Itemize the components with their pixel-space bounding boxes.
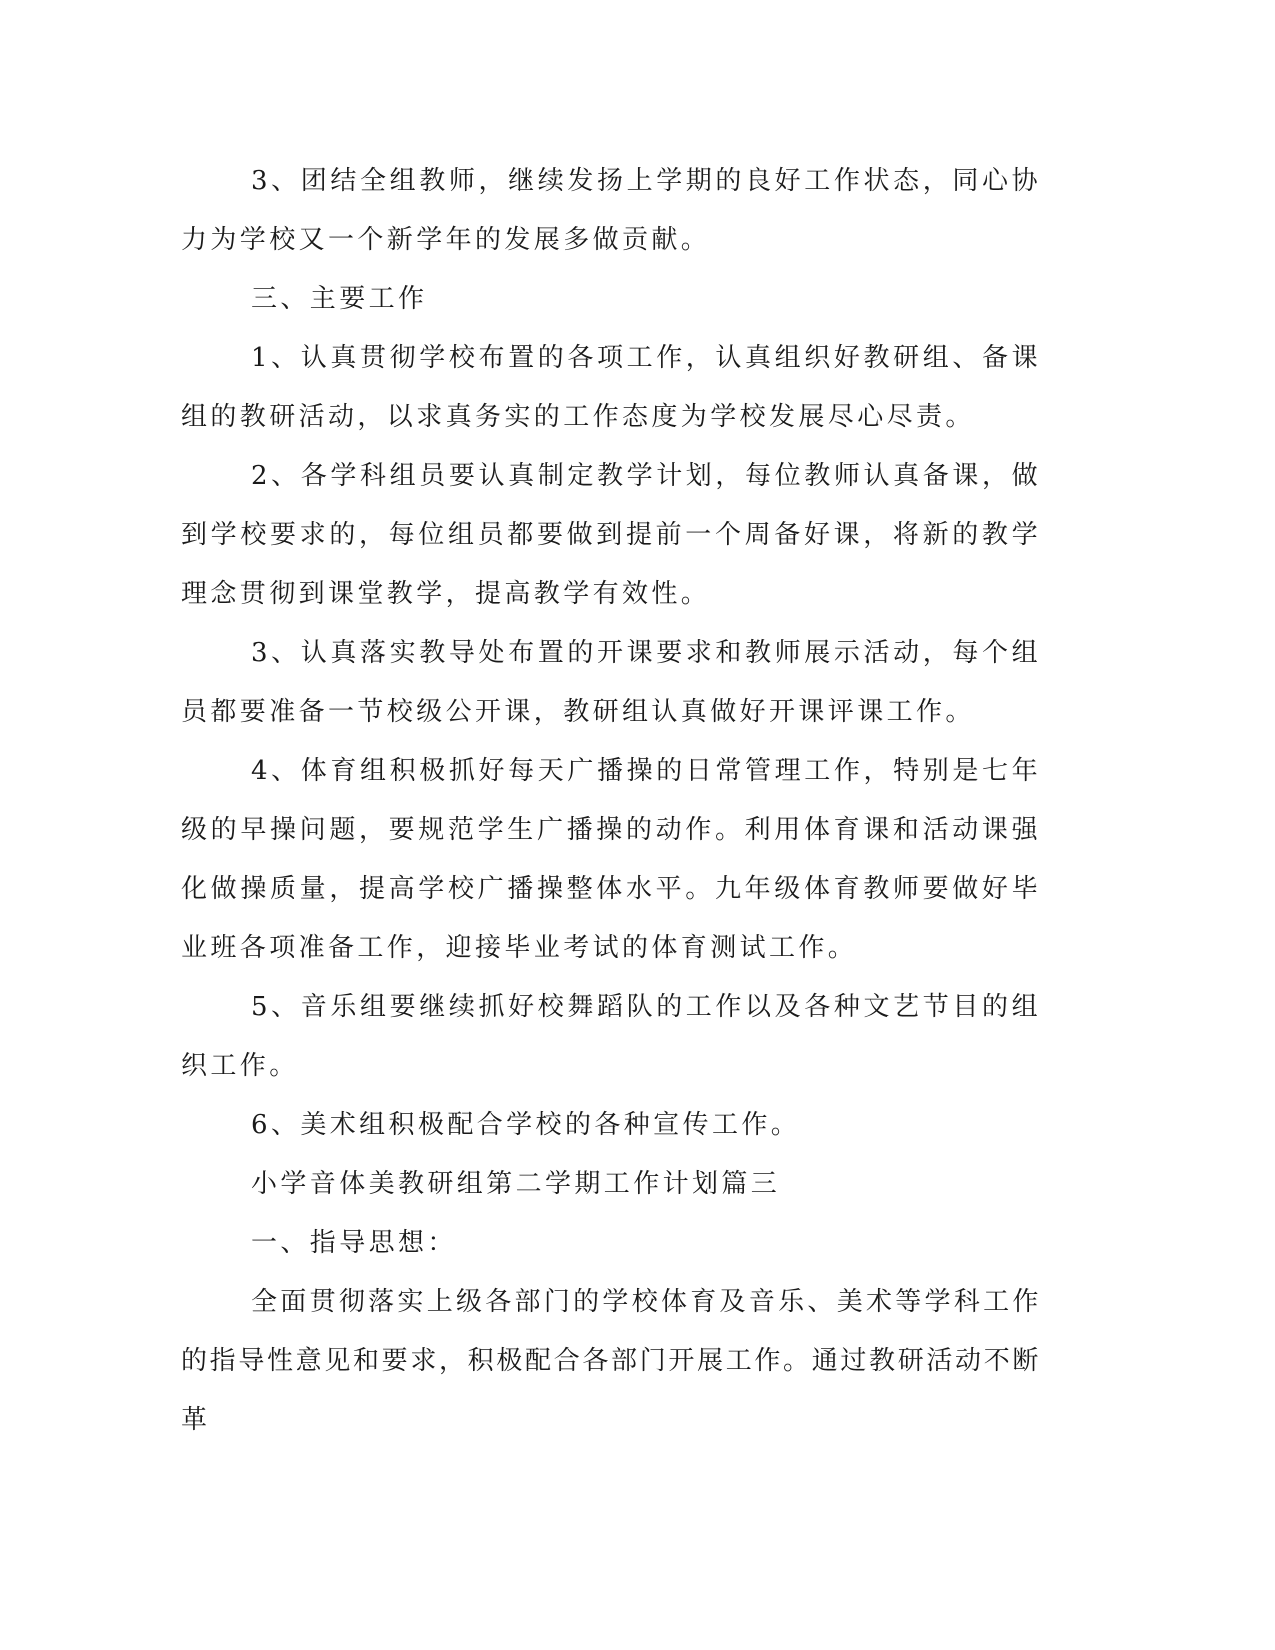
section-heading-guiding-thought: 一、指导思想：: [251, 1228, 457, 1258]
paragraph-item-5: 5、音乐组要继续抓好校舞蹈队的工作以及各种文艺节目的组织工作。: [181, 992, 1041, 1081]
paragraph-item-4: 4、体育组积极抓好每天广播操的日常管理工作，特别是七年级的早操问题，要规范学生广播操的动作。利用体育课和活动课强化做操质量，提高学校广播操整体水平。九年级体育教师要做好毕业班各项准备工作，迎接毕业考试的体育测试工作。: [181, 756, 1041, 963]
document-subtitle: 小学音体美教研组第二学期工作计划篇三: [251, 1169, 781, 1199]
paragraph-item-2: 2、各学科组员要认真制定教学计划，每位教师认真备课，做到学校要求的，每位组员都要做到提前一个周备好课，将新的教学理念贯彻到课堂教学，提高教学有效性。: [181, 461, 1041, 609]
section-heading-main-work: 三、主要工作: [251, 284, 428, 314]
paragraph-unity: 3、团结全组教师，继续发扬上学期的良好工作状态，同心协力为学校又一个新学年的发展多做贡献。: [181, 166, 1041, 255]
paragraph-item-6: 6、美术组积极配合学校的各种宣传工作。: [251, 1110, 801, 1140]
paragraph-guiding-thought: 全面贯彻落实上级各部门的学校体育及音乐、美术等学科工作的指导性意见和要求，积极配合各部门开展工作。通过教研活动不断革: [181, 1287, 1041, 1435]
document-body: [181, 152, 1041, 1450]
paragraph-item-1: 1、认真贯彻学校布置的各项工作，认真组织好教研组、备课组的教研活动，以求真务实的工作态度为学校发展尽心尽责。: [181, 343, 1041, 432]
paragraph-item-3: 3、认真落实教导处布置的开课要求和教师展示活动，每个组员都要准备一节校级公开课，教研组认真做好开课评课工作。: [181, 638, 1041, 727]
